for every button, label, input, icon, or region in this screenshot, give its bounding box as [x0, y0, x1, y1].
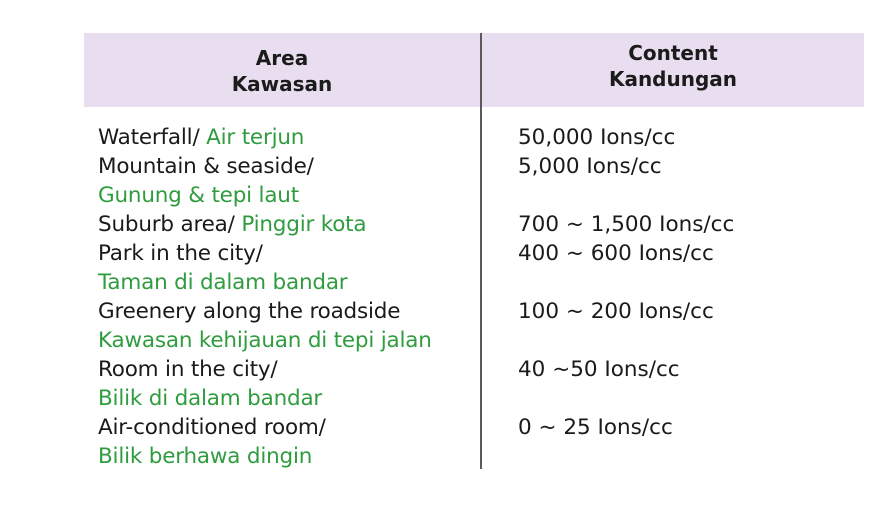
area-row-mountain-malay: Gunung & tepi laut [98, 183, 299, 208]
area-row-room-english [98, 355, 478, 384]
area-english: Park in the city/ [98, 241, 263, 266]
table-header [84, 33, 864, 107]
header-content [482, 40, 864, 92]
area-malay: Pinggir kota [241, 212, 367, 237]
area-malay: Air terjun [206, 125, 305, 150]
content-value-room: 40 ~50 Ions/cc [518, 357, 680, 382]
area-row-mountain-english [98, 152, 478, 181]
area-row-suburb [98, 210, 478, 239]
header-area-malay: Kawasan [231, 72, 333, 96]
content-value-suburb: 700 ~ 1,500 Ions/cc [518, 212, 735, 237]
area-english: Mountain & seaside/ [98, 154, 314, 179]
ion-content-table [84, 33, 864, 473]
area-english: Room in the city/ [98, 357, 278, 382]
content-value-park: 400 ~ 600 Ions/cc [518, 241, 714, 266]
area-row-greenery-malay: Kawasan kehijauan di tepi jalan [98, 328, 432, 353]
content-value-aircond: 0 ~ 25 Ions/cc [518, 415, 673, 440]
area-english: Suburb area/ [98, 212, 235, 237]
header-area-english: Area [255, 46, 309, 70]
area-row-park-malay: Taman di dalam bandar [98, 270, 348, 295]
area-row-aircond-english [98, 413, 478, 442]
area-row-room-malay: Bilik di dalam bandar [98, 386, 323, 411]
area-english: Greenery along the roadside [98, 299, 401, 324]
area-column [98, 123, 478, 471]
header-content-english: Content [628, 41, 718, 65]
area-english: Waterfall/ [98, 125, 200, 150]
content-value-waterfall: 50,000 Ions/cc [518, 125, 676, 150]
content-value-mountain: 5,000 Ions/cc [518, 154, 662, 179]
header-area [84, 45, 480, 97]
area-row-waterfall [98, 123, 478, 152]
column-divider [480, 33, 482, 469]
area-row-greenery-english [98, 297, 478, 326]
area-english: Air-conditioned room/ [98, 415, 326, 440]
header-content-malay: Kandungan [608, 67, 738, 91]
area-row-aircond-malay: Bilik berhawa dingin [98, 444, 313, 469]
content-value-greenery: 100 ~ 200 Ions/cc [518, 299, 714, 324]
area-row-park-english [98, 239, 478, 268]
